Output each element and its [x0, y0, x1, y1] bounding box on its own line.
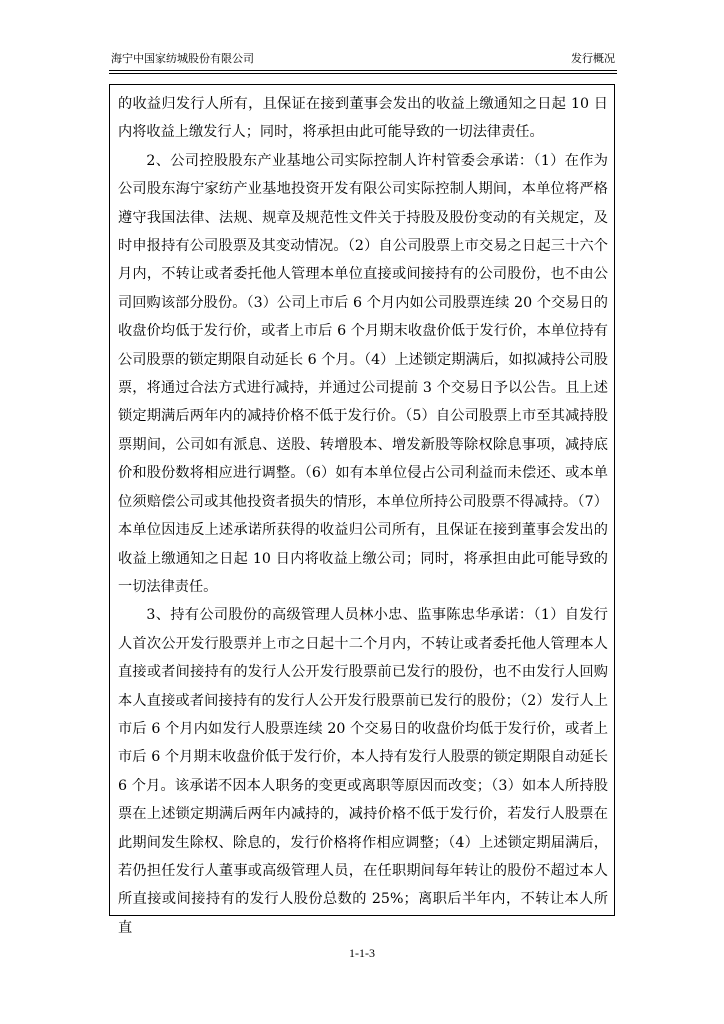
body-text [118, 90, 608, 942]
paragraph-continuation: 的收益归发行人所有，且保证在接到董事会发出的收益上缴通知之日起 10 日内将收益上缴发行人；同时，将承担由此可能导致的一切法律责任。 [118, 96, 608, 141]
page-header [109, 50, 617, 68]
header-rule-thin [109, 73, 617, 74]
paragraph-commitment-2: 2、公司控股股东产业基地公司实际控制人许村管委会承诺：（1）在作为公司股东海宁家纺产业基地投资开发有限公司实际控制人期间，本单位将严格遵守我国法律、法规、规章及规范性文件关于持股及股份变动的有关规定，及时申报持有公司股票及其变动情况。（2）自公司股票上市交易之日起三十六个月内，不转让或者委托他人管理本单位直接或间接持有的公司股份，也不由公司回购该部分股份。（3）公司上市后 6 个月内如公司股票连续 20 个交易日的收盘价均低于发行价，或者上市后 6 个月期末收盘价低于发行价，本单位持有公司股票的锁定期限自动延长 6 个月。（4）上述锁定期满后，如拟减持公司股票，将通过合法方式进行减持，并通过公司提前 3 个交易日予以公告。且上述锁定期满后两年内的减持价格不低于发行价。（5）自公司股票上市至其减持股票期间，公司如有派息、送股、转增股本、增发新股等除权除息事项，减持底价和股份数将相应进行调整。（6）如有本单位侵占公司利益而未偿还、或本单位须赔偿公司或其他投资者损失的情形，本单位所持公司股票不得减持。（7）本单位因违反上述承诺所获得的收益归公司所有，且保证在接到董事会发出的收益上缴通知之日起 10 日内将收益上缴公司；同时，将承担由此可能导致的一切法律责任。 [118, 152, 608, 595]
page-number: 1-1-3 [349, 946, 375, 960]
header-section-title: 发行概况 [571, 52, 615, 65]
content-frame [109, 84, 615, 936]
paragraph-commitment-3: 3、持有公司股份的高级管理人员林小忠、监事陈忠华承诺：（1）自发行人首次公开发行股票并上市之日起十二个月内，不转让或者委托他人管理本人直接或者间接持有的发行人公开发行股票前已发行的股份，也不由发行人回购本人直接或者间接持有的发行人公开发行股票前已发行的股份；（2）发行人上市后 6 个月内如发行人股票连续 20 个交易日的收盘价均低于发行价，或者上市后 6 个月期末收盘价低于发行价，本人持有发行人股票的锁定期限自动延长 6 个月。该承诺不因本人职务的变更或离职等原因而改变；（3）如本人所持股票在上述锁定期满后两年内减持的，减持价格不低于发行价，若发行人股票在此期间发生除权、除息的，发行价格将作相应调整；（4）上述锁定期届满后，若仍担任发行人董事或高级管理人员，在任职期间每年转让的股份不超过本人所直接或间接持有的发行人股份总数的 25%；离职后半年内，不转让本人所直 [118, 607, 608, 936]
header-rule-thick [109, 70, 617, 71]
header-company-name: 海宁中国家纺城股份有限公司 [111, 52, 254, 65]
